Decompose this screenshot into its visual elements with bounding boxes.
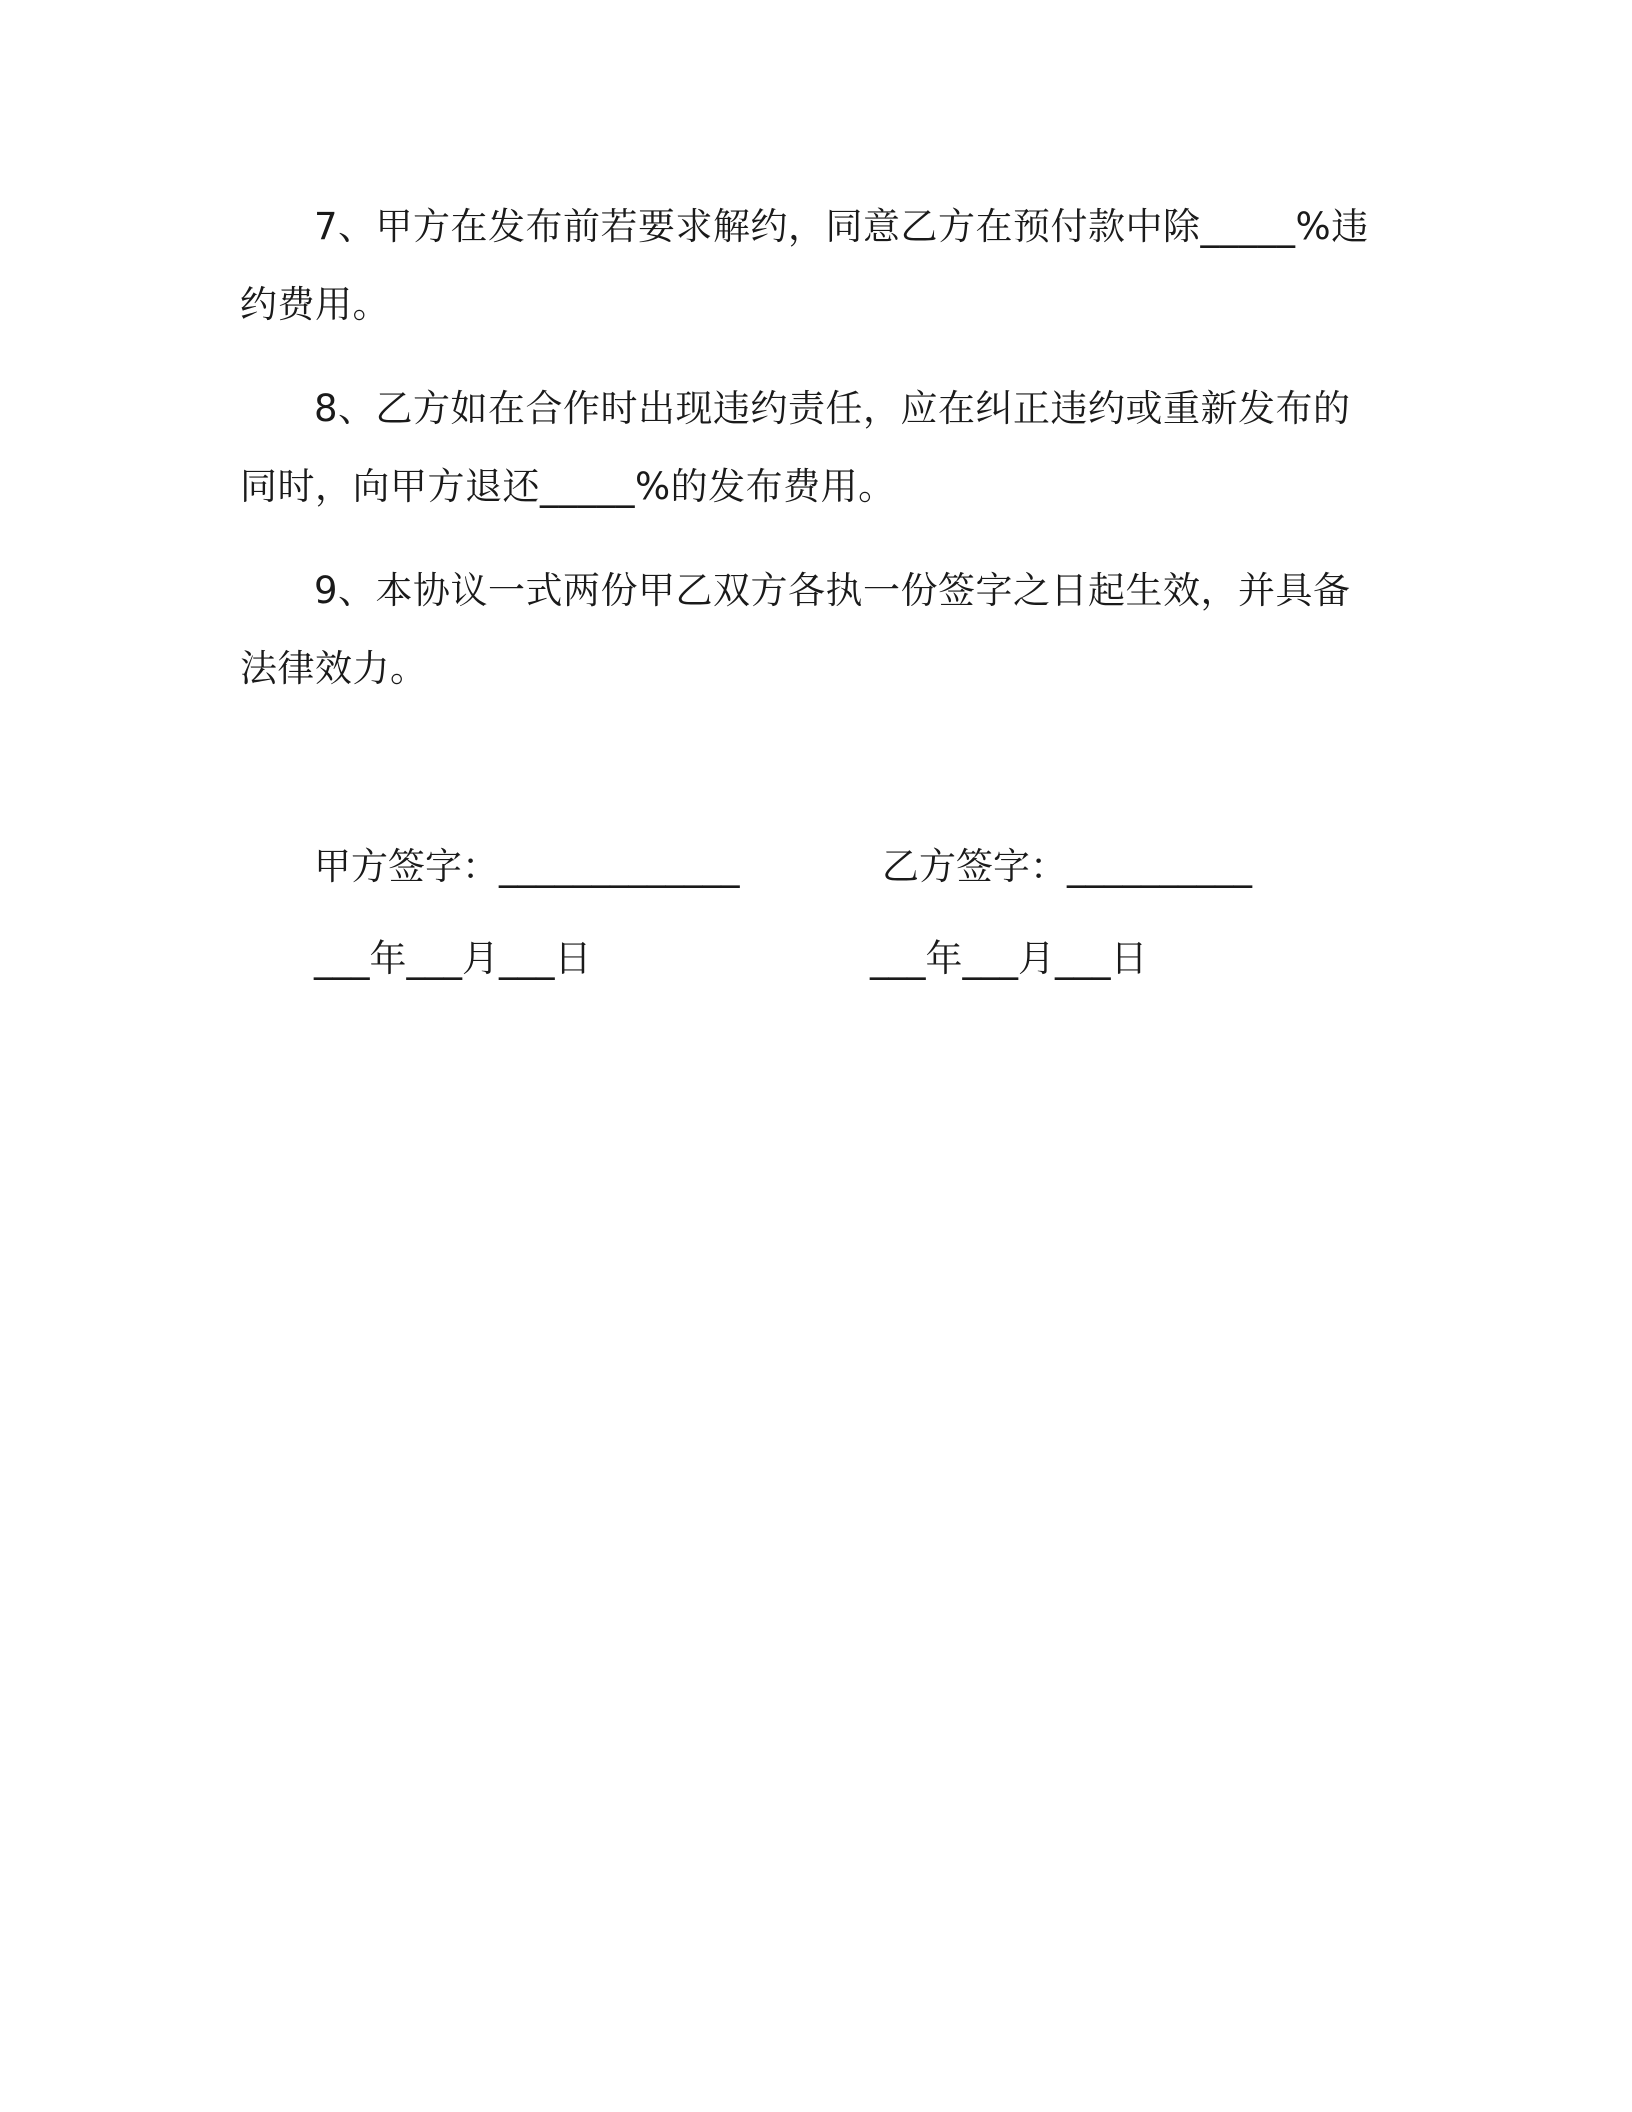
signature-row <box>314 836 1314 928</box>
signature-block <box>314 836 1314 1020</box>
party-a-signature: 甲方签字：_____________ <box>314 845 740 888</box>
clause-9: 9、本协议一式两份甲乙双方各执一份签字之日起生效，并具备法律效力。 <box>240 569 1351 690</box>
party-b-date: ___年___月___日 <box>870 937 1148 980</box>
clause-7: 7、甲方在发布前若要求解约，同意乙方在预付款中除_____%违约费用。 <box>240 205 1369 326</box>
party-a-date: ___年___月___日 <box>314 937 592 980</box>
contract-clauses <box>240 188 1380 734</box>
party-b-signature: 乙方签字：__________ <box>882 845 1252 888</box>
date-row <box>314 928 1314 1020</box>
clause-8: 8、乙方如在合作时出现违约责任，应在纠正违约或重新发布的同时，向甲方退还_____%的发布费用。 <box>240 387 1351 508</box>
